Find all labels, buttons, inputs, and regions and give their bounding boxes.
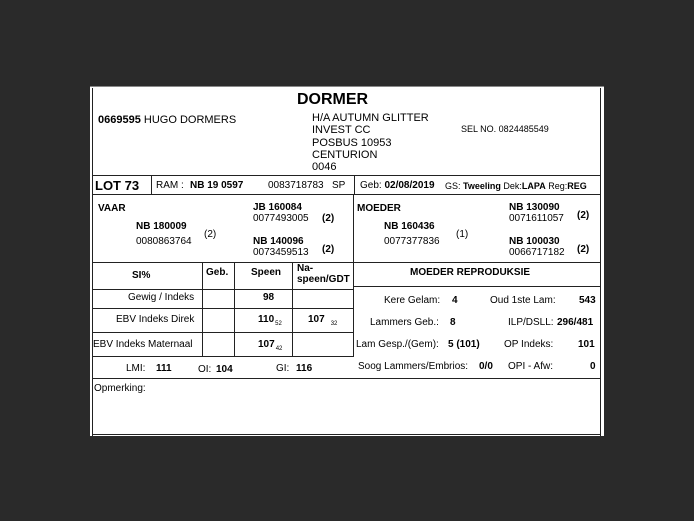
vaar-id: 0080863764 xyxy=(136,236,192,247)
vaar-number: NB 180009 xyxy=(136,221,187,232)
gewig-speen: 98 xyxy=(263,292,275,303)
opi-afw-label: OPI - Afw: xyxy=(508,361,554,372)
sel-number: SEL NO. 0824485549 xyxy=(461,124,549,134)
address-line: POSBUS 10953 xyxy=(312,136,392,149)
lam-gesp-value: 5 (101) xyxy=(448,339,480,350)
lmi-value: 111 xyxy=(156,363,172,374)
gi-value: 116 xyxy=(296,363,313,374)
address-line: 0046 xyxy=(312,161,337,174)
vaar-dam-id: 0073459513 xyxy=(253,247,309,258)
page-title: DORMER xyxy=(297,91,369,108)
vaar-dam-number: NB 140096 xyxy=(253,236,304,247)
op-indeks-value: 101 xyxy=(578,339,595,350)
gs-value: Tweeling xyxy=(463,181,501,191)
bottom-border xyxy=(92,434,600,435)
moeder-label: MOEDER xyxy=(357,203,401,214)
ilp-label: ILP/DSLL: xyxy=(508,317,554,328)
reg-value: REG xyxy=(567,181,587,191)
lam-gesp-label: Lam Gesp./(Gem): xyxy=(356,339,439,350)
soog-value: 0/0 xyxy=(479,361,493,372)
ebv-direk-speen xyxy=(258,314,282,327)
ram-label: RAM : xyxy=(156,180,184,191)
speen-header: Speen xyxy=(251,267,282,278)
top-border xyxy=(90,86,604,87)
ebv-maternaal-speen xyxy=(258,339,282,352)
ram-number: NB 19 0597 xyxy=(190,180,244,191)
moeder-dam-id: 0066717182 xyxy=(509,247,565,258)
lmi-label: LMI: xyxy=(126,363,146,374)
vaar-sire-number: JB 160084 xyxy=(253,202,302,213)
lammers-geb-label: Lammers Geb.: xyxy=(370,317,439,328)
op-indeks-label: OP Indeks: xyxy=(504,339,554,350)
oud-lam-label: Oud 1ste Lam: xyxy=(490,295,556,306)
geb-header: Geb. xyxy=(206,267,229,278)
lot-number: LOT 73 xyxy=(95,178,140,193)
moeder-dam-number: NB 100030 xyxy=(509,236,560,247)
reg-label: Reg: xyxy=(548,181,568,191)
oud-lam-value: 543 xyxy=(579,295,596,306)
birth-label: Geb: xyxy=(360,180,382,191)
kere-gelam-value: 4 xyxy=(452,295,458,306)
lammers-geb-value: 8 xyxy=(450,317,456,328)
moeder-number: NB 160436 xyxy=(384,221,435,232)
gs-dek-reg xyxy=(445,181,587,191)
auction-card xyxy=(90,86,604,436)
breeder-name: HUGO DORMERS xyxy=(143,114,237,126)
si-header: SI% xyxy=(132,270,151,281)
soog-label: Soog Lammers/Embrios: xyxy=(358,361,469,372)
moeder-sire-id: 0071611057 xyxy=(509,213,564,224)
ebv-direk-speen-accuracy: 52 xyxy=(275,321,282,327)
address-line: CENTURION xyxy=(312,148,378,161)
address-line: INVEST CC xyxy=(312,124,371,137)
ebv-direk-naspeen xyxy=(308,314,337,327)
gs-label: GS: xyxy=(445,181,461,191)
opi-afw-value: 0 xyxy=(590,361,596,372)
moeder-id: 0077377836 xyxy=(384,236,440,247)
oi-label: OI: xyxy=(198,364,212,375)
reproduksie-heading: MOEDER REPRODUKSIE xyxy=(410,267,531,278)
moeder-sire-number: NB 130090 xyxy=(509,202,560,213)
vaar-count: (2) xyxy=(204,229,217,240)
opmerking-label: Opmerking: xyxy=(94,383,146,394)
ebv-direk-speen-value: 110 xyxy=(258,314,275,325)
moeder-count: (1) xyxy=(456,229,469,240)
vaar-dam-count: (2) xyxy=(322,244,335,255)
dek-label: Dek: xyxy=(503,181,522,191)
moeder-dam-count: (2) xyxy=(577,244,590,255)
moeder-sire-count: (2) xyxy=(577,210,590,221)
vaar-sire-count: (2) xyxy=(322,213,335,224)
row-label-ebv-direk: EBV Indeks Direk xyxy=(116,314,195,325)
ram-sp: SP xyxy=(332,180,346,191)
ebv-direk-naspeen-accuracy: 32 xyxy=(330,321,338,327)
oi-value: 104 xyxy=(216,364,233,375)
naspeen-header-line: Na- xyxy=(297,263,314,274)
naspeen-header-line: speen/GDT xyxy=(297,274,350,285)
ilp-value: 296/481 xyxy=(557,317,594,328)
breeder-id: 0669595 xyxy=(98,114,141,126)
ebv-maternaal-speen-value: 107 xyxy=(258,339,275,350)
address-line: H/A AUTUMN GLITTER xyxy=(312,112,429,124)
breeder-line xyxy=(98,114,236,126)
kere-gelam-label: Kere Gelam: xyxy=(384,295,441,306)
birth-value: 02/08/2019 xyxy=(384,180,435,191)
gi-label: GI: xyxy=(276,363,290,374)
naspeen-header xyxy=(297,263,350,285)
owner-address xyxy=(312,112,429,173)
right-border xyxy=(600,88,601,436)
ebv-direk-naspeen-value: 107 xyxy=(308,314,325,325)
birth-date xyxy=(360,180,435,191)
ebv-maternaal-speen-accuracy: 42 xyxy=(275,346,283,352)
ram-id: 0083718783 xyxy=(268,180,324,191)
vaar-sire-id: 0077493005 xyxy=(253,213,309,224)
row-label-gewig: Gewig / Indeks xyxy=(128,292,195,303)
vaar-label: VAAR xyxy=(98,203,126,214)
row-label-ebv-maternaal: EBV Indeks Maternaal xyxy=(93,339,193,350)
dek-value: LAPA xyxy=(521,181,546,191)
